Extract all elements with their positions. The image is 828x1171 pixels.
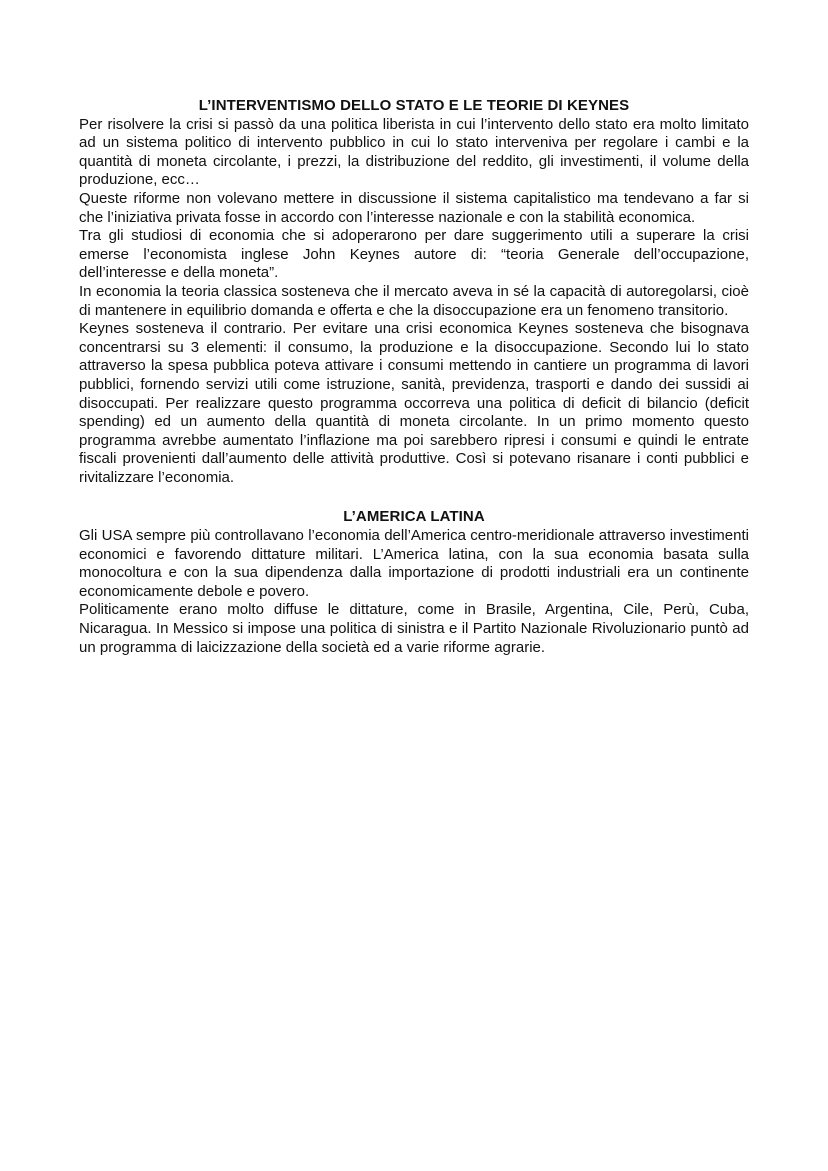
- section-america-latina: [79, 508, 749, 657]
- paragraph: Gli USA sempre più controllavano l’economia dell’America centro-meridionale attraverso investimenti economici e favorendo dittature militari. L’America latina, con la sua economia basata sulla monocoltura e con la sua dipendenza dalla importazione di prodotti industriali era un continente economicamente debole e povero.: [79, 527, 749, 600]
- section-spacer: [79, 487, 749, 508]
- document-page: [79, 97, 749, 657]
- paragraph: Politicamente erano molto diffuse le dittature, come in Brasile, Argentina, Cile, Perù, Cuba, Nicaragua. In Messico si impose una politica di sinistra e il Partito Nazionale Rivoluzionario puntò ad un programma di laicizzazione della società ed a varie riforme agrarie.: [79, 601, 749, 656]
- paragraph: In economia la teoria classica sosteneva che il mercato aveva in sé la capacità di autoregolarsi, cioè di mantenere in equilibrio domanda e offerta e che la disoccupazione era un fenomeno transitorio.: [79, 282, 749, 319]
- paragraph: Per risolvere la crisi si passò da una politica liberista in cui l’intervento dello stato era molto limitato ad un sistema politico di intervento pubblico in cui lo stato interveniva per regolare i cambi e la quantità di moneta circolante, i prezzi, la distribuzione del reddito, gli investimenti, il volume della produzione, ecc…: [79, 115, 749, 189]
- paragraph: Keynes sosteneva il contrario. Per evitare una crisi economica Keynes sosteneva che bisognava concentrarsi su 3 elementi: il consumo, la produzione e la disoccupazione. Secondo lui lo stato attraverso la spesa pubblica poteva attivare i consumi mettendo in cantiere un programma di lavori pubblici, fornendo servizi utili come istruzione, sanità, previdenza, trasporti e dando dei sussidi ai disoccupati. Per realizzare questo programma occorreva una politica di deficit di bilancio (deficit spending) ed un aumento della quantità di moneta circolante. In un primo momento questo programma avrebbe aumentato l’inflazione ma poi sarebbero ripresi i consumi e quindi le entrate fiscali provenienti dall’aumento delle attività produttive. Così si potevano risanare i conti pubblici e rivitalizzare l’economia.: [79, 320, 749, 486]
- section-title-keynes: L’INTERVENTISMO DELLO STATO E LE TEORIE DI KEYNES: [198, 97, 630, 114]
- section-keynes: [79, 97, 749, 487]
- paragraph: Tra gli studiosi di economia che si adoperarono per dare suggerimento utili a superare la crisi emerse l’economista inglese John Keynes autore di: “teoria Generale dell’occupazione, dell’interesse e della moneta”.: [79, 227, 749, 282]
- section-title-america-latina: L’AMERICA LATINA: [343, 508, 485, 526]
- paragraph: Queste riforme non volevano mettere in discussione il sistema capitalistico ma tendevano a far si che l’iniziativa privata fosse in accordo con l’interesse nazionale e con la stabilità economica.: [79, 189, 749, 226]
